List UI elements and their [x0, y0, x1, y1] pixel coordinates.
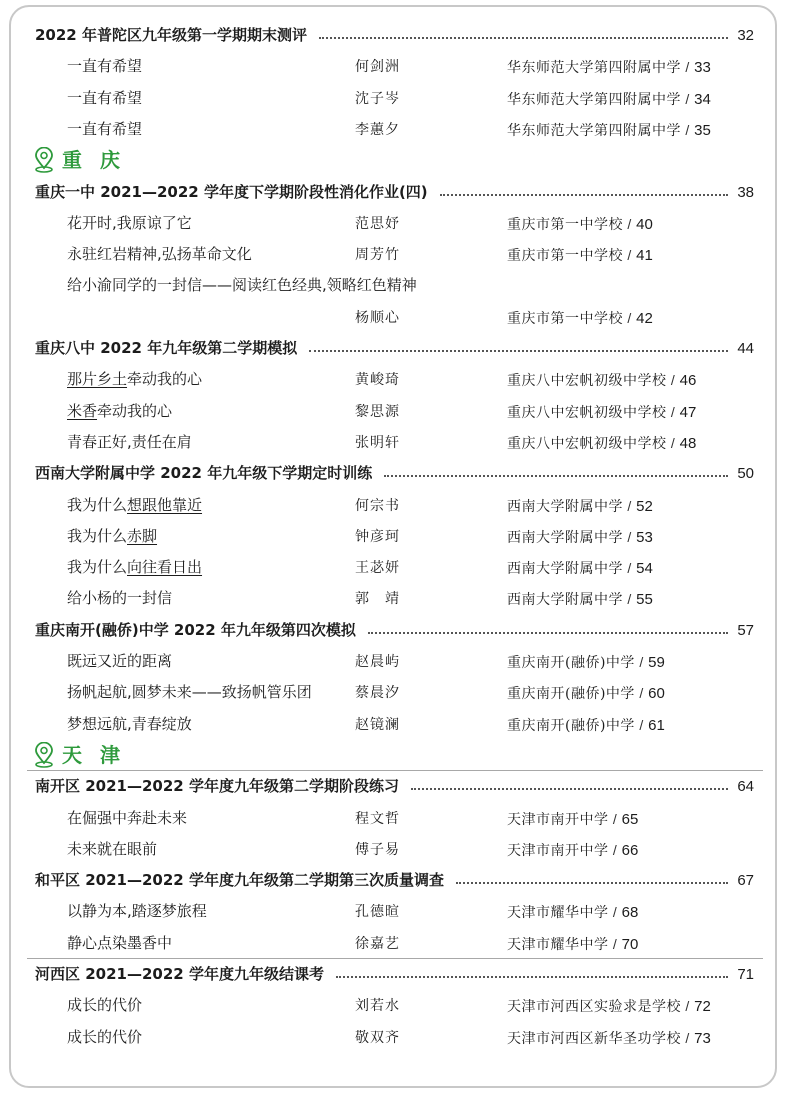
essay-author: 傅子易	[355, 841, 400, 858]
essay-page-number: 72	[694, 998, 711, 1016]
underlined-phrase: 赤脚	[127, 526, 158, 545]
exam-title: 重庆八中 2022 年九年级第二学期模拟	[35, 339, 298, 357]
essay-page-number: 35	[694, 121, 711, 139]
slash-separator: /	[634, 654, 649, 670]
essay-school: 天津市耀华中学 / 70	[507, 935, 639, 953]
exam-page-number: 71	[737, 966, 754, 983]
dot-leader	[411, 788, 728, 790]
essay-title: 那片乡土牵动我的心	[67, 370, 203, 389]
essay-school: 重庆南开(融侨)中学 / 59	[507, 654, 665, 671]
essay-page-number: 41	[636, 247, 653, 265]
essay-title: 一直有希望	[67, 119, 143, 138]
slash-separator: /	[681, 998, 695, 1015]
essay-school: 华东师范大学第四附属中学 / 34	[507, 90, 711, 108]
essay-author: 程文哲	[355, 810, 400, 827]
essay-author: 李蕙夕	[355, 121, 400, 138]
dot-leader	[368, 632, 728, 634]
essay-page-number: 68	[621, 904, 639, 922]
slash-separator: /	[608, 904, 622, 921]
essay-author: 钟彦珂	[355, 528, 400, 545]
essay-title: 一直有希望	[67, 57, 143, 76]
dot-leader	[456, 882, 728, 884]
essay-author: 赵镜澜	[355, 716, 400, 733]
exam-title: 西南大学附属中学 2022 年九年级下学期定时训练	[35, 464, 373, 483]
essay-author: 孔德暄	[355, 904, 400, 921]
essay-entry[interactable]	[0, 427, 790, 458]
essay-entry[interactable]	[0, 239, 790, 270]
essay-author: 赵晨屿	[355, 654, 400, 670]
region-name: 重庆	[62, 148, 138, 173]
essay-title: 永驻红岩精神,弘扬革命文化	[67, 245, 252, 264]
exam-title: 河西区 2021—2022 学年度九年级结课考	[35, 965, 324, 983]
essay-entry[interactable]	[0, 834, 790, 865]
slash-separator: /	[681, 90, 695, 107]
essay-school: 重庆南开(融侨)中学 / 60	[507, 685, 665, 703]
essay-entry[interactable]	[0, 803, 790, 834]
essay-author: 王苾妍	[355, 560, 400, 577]
exam-page-number: 67	[737, 872, 754, 890]
essay-page-number: 53	[636, 528, 653, 546]
region-header	[0, 740, 790, 771]
slash-separator: /	[666, 403, 680, 420]
essay-title: 未来就在眼前	[67, 839, 158, 858]
exam-page-number: 32	[737, 27, 754, 44]
essay-entry[interactable]	[0, 51, 790, 82]
essay-entry[interactable]	[0, 646, 790, 677]
exam-heading[interactable]	[0, 865, 790, 896]
slash-separator: /	[666, 372, 680, 389]
essay-title: 在倔强中奔赴未来	[67, 808, 188, 827]
slash-separator: /	[681, 121, 695, 138]
essay-author: 郭 靖	[355, 591, 400, 608]
essay-entry[interactable]	[0, 302, 790, 333]
slash-separator: /	[623, 247, 637, 264]
slash-separator: /	[608, 935, 622, 952]
essay-page-number: 54	[636, 560, 653, 578]
slash-separator: /	[681, 59, 695, 76]
exam-page-number: 50	[737, 465, 754, 483]
essay-page-number: 47	[679, 403, 697, 421]
essay-entry[interactable]	[0, 677, 790, 708]
dot-leader	[384, 475, 728, 477]
essay-title: 成长的代价	[67, 996, 143, 1015]
essay-author: 刘若水	[355, 998, 400, 1015]
slash-separator: /	[608, 841, 622, 858]
location-pin-icon	[33, 742, 55, 768]
dot-leader	[309, 350, 728, 352]
essay-school: 重庆市第一中学校 / 41	[507, 247, 653, 265]
section-divider	[27, 958, 763, 959]
essay-school: 西南大学附属中学 / 54	[507, 560, 653, 578]
essay-title: 给小渝同学的一封信——阅读红色经典,领略红色精神	[67, 276, 417, 295]
slash-separator: /	[608, 810, 622, 827]
essay-title-line[interactable]	[0, 270, 790, 301]
essay-title: 青春正好,责任在肩	[67, 432, 192, 451]
essay-entry[interactable]	[0, 521, 790, 552]
essay-school: 天津市南开中学 / 66	[507, 841, 639, 859]
essay-author: 黎思源	[355, 403, 400, 420]
slash-separator: /	[623, 497, 637, 514]
essay-page-number: 73	[694, 1029, 711, 1047]
essay-title: 成长的代价	[67, 1027, 143, 1046]
essay-title: 以静为本,踏逐梦旅程	[67, 902, 207, 921]
exam-title: 重庆南开(融侨)中学 2022 年九年级第四次模拟	[35, 620, 356, 639]
slash-separator: /	[681, 1029, 695, 1046]
exam-page-number: 44	[737, 340, 754, 357]
essay-author: 黄峻琦	[355, 372, 400, 389]
essay-page-number: 48	[679, 434, 697, 452]
slash-separator: /	[634, 685, 649, 702]
essay-school: 西南大学附属中学 / 52	[507, 497, 653, 515]
essay-title: 花开时,我原谅了它	[67, 213, 192, 232]
slash-separator: /	[623, 528, 637, 545]
dot-leader	[440, 194, 728, 196]
exam-title: 和平区 2021—2022 学年度九年级第二学期第三次质量调查	[35, 871, 444, 890]
exam-heading[interactable]	[0, 959, 790, 990]
essay-page-number: 46	[679, 372, 697, 390]
exam-title: 南开区 2021—2022 学年度九年级第二学期阶段练习	[35, 777, 399, 796]
essay-author: 蔡晨汐	[355, 685, 400, 702]
essay-school: 西南大学附属中学 / 55	[507, 591, 653, 609]
slash-separator: /	[666, 434, 680, 451]
underlined-phrase: 向往看日出	[127, 558, 203, 577]
essay-school: 重庆八中宏帆初级中学校 / 48	[507, 434, 697, 452]
essay-title: 米香牵动我的心	[67, 401, 173, 420]
essay-author: 沈子岑	[355, 90, 400, 107]
exam-title: 2022 年普陀区九年级第一学期期末测评	[35, 26, 307, 44]
essay-title: 我为什么想跟他靠近	[67, 495, 203, 514]
dot-leader	[319, 37, 728, 39]
essay-title: 我为什么赤脚	[67, 526, 158, 545]
essay-school: 重庆八中宏帆初级中学校 / 46	[507, 372, 697, 390]
region-name: 天津	[62, 742, 138, 767]
essay-title: 既远又近的距离	[67, 652, 173, 670]
essay-entry[interactable]	[0, 364, 790, 395]
exam-heading[interactable]	[0, 177, 790, 208]
essay-page-number: 33	[694, 59, 711, 77]
exam-title: 重庆一中 2021—2022 学年度下学期阶段性消化作业(四)	[35, 182, 428, 201]
essay-school: 重庆市第一中学校 / 40	[507, 215, 653, 233]
essay-page-number: 70	[621, 935, 639, 953]
essay-title: 我为什么向往看日出	[67, 558, 203, 577]
essay-title: 给小杨的一封信	[67, 589, 173, 608]
exam-heading[interactable]	[0, 615, 790, 646]
essay-school: 重庆八中宏帆初级中学校 / 47	[507, 403, 697, 421]
essay-author: 周芳竹	[355, 247, 400, 264]
essay-school: 华东师范大学第四附属中学 / 35	[507, 121, 711, 139]
exam-heading[interactable]	[0, 333, 790, 364]
essay-author: 范思妤	[355, 215, 400, 232]
exam-heading[interactable]	[0, 458, 790, 489]
essay-school: 华东师范大学第四附属中学 / 33	[507, 59, 711, 77]
exam-heading[interactable]	[0, 771, 790, 802]
essay-author: 杨顺心	[355, 309, 400, 326]
essay-school: 天津市南开中学 / 65	[507, 810, 639, 828]
essay-page-number: 59	[648, 654, 665, 671]
underlined-phrase: 想跟他靠近	[127, 495, 203, 514]
essay-page-number: 52	[636, 497, 653, 515]
essay-title: 梦想远航,青春绽放	[67, 714, 192, 733]
slash-separator: /	[634, 716, 649, 733]
essay-entry[interactable]	[0, 490, 790, 521]
section-divider	[27, 770, 763, 771]
essay-school: 西南大学附属中学 / 53	[507, 528, 653, 546]
location-pin-icon	[33, 147, 55, 173]
exam-heading[interactable]	[0, 20, 790, 51]
essay-title: 静心点染墨香中	[67, 933, 173, 952]
underlined-phrase: 那片乡土	[67, 370, 128, 389]
region-header	[0, 145, 790, 176]
exam-page-number: 38	[737, 183, 754, 201]
underlined-phrase: 米香	[67, 401, 98, 420]
essay-page-number: 40	[636, 215, 653, 233]
exam-page-number: 57	[737, 621, 754, 639]
essay-school: 重庆南开(融侨)中学 / 61	[507, 716, 665, 734]
essay-school: 天津市河西区实验求是学校 / 72	[507, 998, 711, 1016]
essay-entry[interactable]	[0, 990, 790, 1021]
slash-separator: /	[623, 591, 637, 608]
essay-entry[interactable]	[0, 83, 790, 114]
essay-author: 何宗书	[355, 497, 400, 514]
essay-entry[interactable]	[0, 114, 790, 145]
essay-entry[interactable]	[0, 208, 790, 239]
essay-school: 天津市河西区新华圣功学校 / 73	[507, 1029, 711, 1047]
essay-page-number: 61	[648, 716, 665, 734]
essay-entry[interactable]	[0, 583, 790, 614]
essay-author: 张明轩	[355, 434, 400, 451]
essay-page-number: 65	[621, 810, 639, 828]
essay-entry[interactable]	[0, 709, 790, 740]
dot-leader	[336, 976, 728, 978]
exam-page-number: 64	[737, 778, 754, 796]
slash-separator: /	[623, 309, 637, 326]
essay-title: 一直有希望	[67, 88, 143, 107]
essay-author: 敬双齐	[355, 1029, 400, 1046]
essay-entry[interactable]	[0, 396, 790, 427]
essay-school: 天津市耀华中学 / 68	[507, 904, 639, 922]
essay-title: 扬帆起航,圆梦未来——致扬帆管乐团	[67, 683, 312, 702]
essay-entry[interactable]	[0, 896, 790, 927]
essay-entry[interactable]	[0, 552, 790, 583]
essay-school: 重庆市第一中学校 / 42	[507, 309, 653, 327]
essay-page-number: 60	[648, 685, 665, 703]
slash-separator: /	[623, 560, 637, 577]
essay-page-number: 42	[636, 309, 653, 327]
essay-page-number: 55	[636, 591, 653, 609]
essay-author: 徐嘉艺	[355, 935, 400, 952]
essay-page-number: 34	[694, 90, 711, 108]
slash-separator: /	[623, 215, 637, 232]
essay-author: 何剑洲	[355, 59, 400, 76]
essay-page-number: 66	[621, 841, 639, 859]
essay-entry[interactable]	[0, 928, 790, 959]
essay-entry[interactable]	[0, 1022, 790, 1053]
